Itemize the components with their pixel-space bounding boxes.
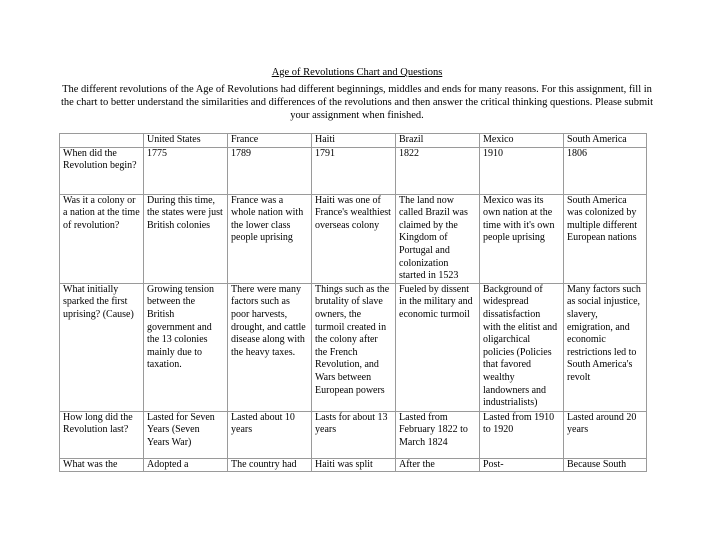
table-cell: Post- (480, 458, 564, 472)
revolutions-chart (59, 133, 647, 472)
table-row (60, 194, 647, 283)
table-cell: The country had (228, 458, 312, 472)
row-question: Was it a colony or a nation at the time of revolution? (60, 194, 144, 283)
table-cell: Haiti was one of France's wealthiest overseas colony (312, 194, 396, 283)
row-question: What was the (60, 458, 144, 472)
table-cell: Growing tension between the British government and the 13 colonies mainly due to taxation. (144, 283, 228, 411)
table-cell: Lasted from 1910 to 1920 (480, 411, 564, 458)
table-cell: During this time, the states were just British colonies (144, 194, 228, 283)
table-cell: Lasts for about 13 years (312, 411, 396, 458)
table-cell: Lasted about 10 years (228, 411, 312, 458)
header-cell-south-america: South America (564, 134, 647, 148)
header-cell-france: France (228, 134, 312, 148)
table-row (60, 147, 647, 194)
header-cell-haiti: Haiti (312, 134, 396, 148)
document-title: Age of Revolutions Chart and Questions (271, 67, 443, 78)
table-cell: Background of widespread dissatisfaction with the elitist and oligarchical policies (Policies that favored wealthy landowners and industrialists) (480, 283, 564, 411)
row-question: What initially sparked the first uprising? (Cause) (60, 283, 144, 411)
header-cell-brazil: Brazil (396, 134, 480, 148)
table-cell: 1791 (312, 147, 396, 194)
table-cell: 1775 (144, 147, 228, 194)
header-cell-united-states: United States (144, 134, 228, 148)
header-cell-mexico: Mexico (480, 134, 564, 148)
table-cell: The land now called Brazil was claimed by the Kingdom of Portugal and colonization started in 1523 (396, 194, 480, 283)
table-cell: 1789 (228, 147, 312, 194)
table-cell: Haiti was split (312, 458, 396, 472)
table-cell: Many factors such as social injustice, slavery, emigration, and economic restrictions led to South America's revolt (564, 283, 647, 411)
table-cell: France was a whole nation with the lower class people uprising (228, 194, 312, 283)
table-cell: Lasted from February 1822 to March 1824 (396, 411, 480, 458)
table-cell: After the (396, 458, 480, 472)
assignment-instructions: The different revolutions of the Age of Revolutions had different beginnings, middles and ends for many reasons. For this assignment, fill in the chart to better understand the similarities and differences of the revolutions and then answer the critical thinking questions. Please submit your assignment when finished. (60, 84, 654, 121)
table-cell: Things such as the brutality of slave owners, the turmoil created in the colony after the French Revolution, and Wars between European powers (312, 283, 396, 411)
table-cell: Because South (564, 458, 647, 472)
table-cell: South America was colonized by multiple different European nations (564, 194, 647, 283)
table-cell: 1910 (480, 147, 564, 194)
table-row (60, 458, 647, 472)
table-row (60, 411, 647, 458)
table-cell: Fueled by dissent in the military and economic turmoil (396, 283, 480, 411)
table-cell: There were many factors such as poor harvests, drought, and cattle disease along with the heavy taxes. (228, 283, 312, 411)
table-header-row (60, 134, 647, 148)
table-cell: Lasted for Seven Years (Seven Years War) (144, 411, 228, 458)
table-cell: 1806 (564, 147, 647, 194)
table-row (60, 283, 647, 411)
table-cell: Lasted around 20 years (564, 411, 647, 458)
header-cell-corner (60, 134, 144, 148)
row-question: How long did the Revolution last? (60, 411, 144, 458)
row-question: When did the Revolution begin? (60, 147, 144, 194)
table-cell: 1822 (396, 147, 480, 194)
table-cell: Adopted a (144, 458, 228, 472)
table-cell: Mexico was its own nation at the time with it's own people uprising (480, 194, 564, 283)
